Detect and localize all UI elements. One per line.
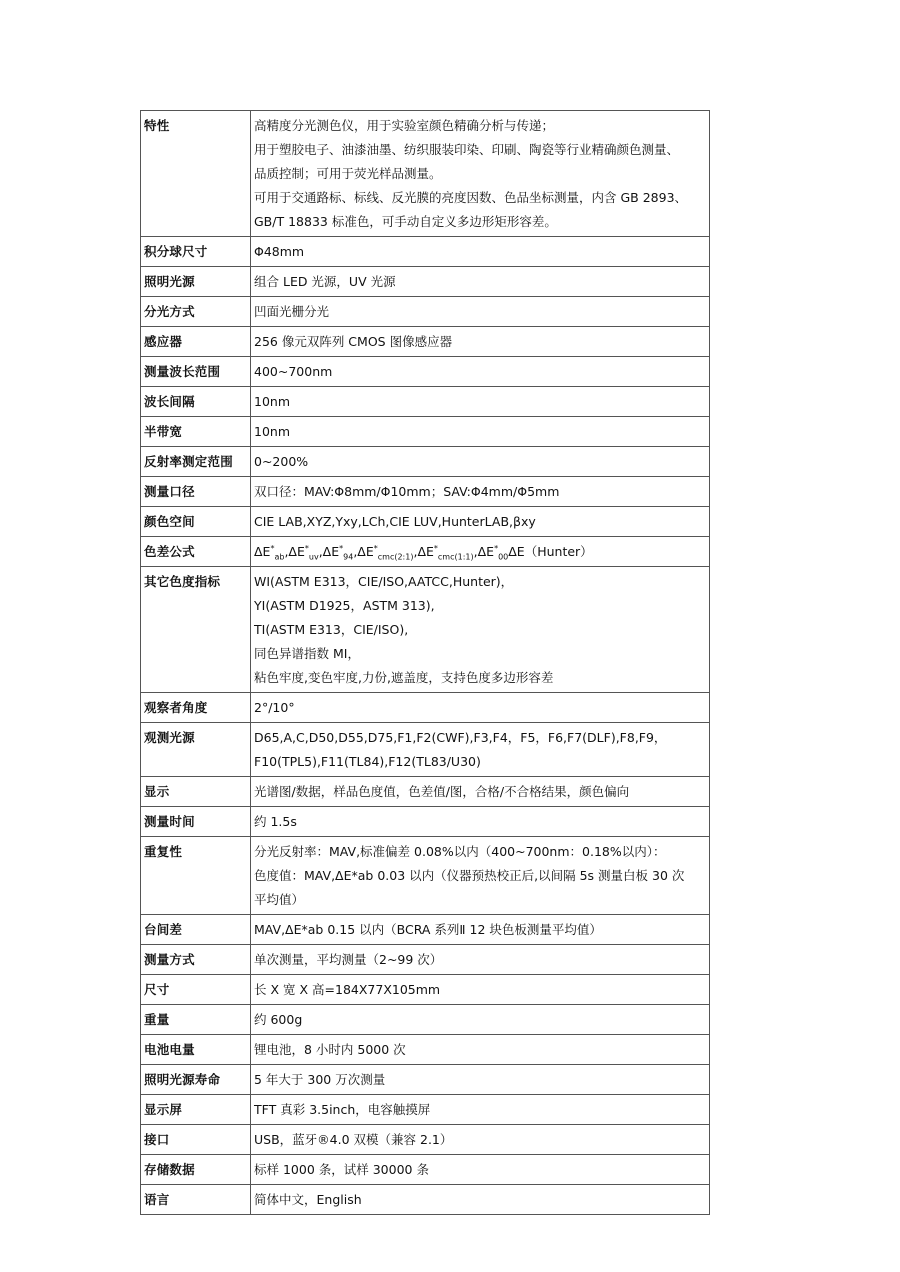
spec-row [141, 693, 710, 723]
spec-value-line: 色度值：MAV,ΔE*ab 0.03 以内（仪器预热校正后,以间隔 5s 测量白板 30 次 [254, 868, 685, 883]
spec-value [251, 1005, 710, 1035]
spec-label: 特性 [141, 111, 251, 237]
formula-star: * [270, 543, 275, 553]
spec-label: 其它色度指标 [141, 567, 251, 693]
spec-row [141, 1035, 710, 1065]
spec-value [251, 357, 710, 387]
spec-label: 测量波长范围 [141, 357, 251, 387]
spec-value-line: 双口径：MAV:Φ8mm/Φ10mm；SAV:Φ4mm/Φ5mm [254, 484, 560, 499]
spec-value-line: 长 X 宽 X 高=184X77X105mm [254, 982, 441, 997]
spec-value [251, 417, 710, 447]
spec-value [251, 111, 710, 237]
formula-subscript: 94 [343, 552, 354, 562]
spec-row [141, 1155, 710, 1185]
spec-value-line: 10nm [254, 424, 291, 439]
spec-value-line: 用于塑胶电子、油漆油墨、纺织服装印染、印刷、陶瓷等行业精确颜色测量、 [254, 142, 680, 157]
spec-row [141, 723, 710, 777]
spec-row [141, 297, 710, 327]
spec-value [251, 945, 710, 975]
spec-row [141, 777, 710, 807]
spec-value [251, 1065, 710, 1095]
spec-value [251, 915, 710, 945]
spec-label: 测量口径 [141, 477, 251, 507]
spec-value [251, 237, 710, 267]
spec-value-line: 可用于交通路标、标线、反光膜的亮度因数、色品坐标测量，内含 GB 2893、 [254, 190, 688, 205]
formula-subscript: cmc(1:1) [437, 552, 474, 562]
spec-label: 存储数据 [141, 1155, 251, 1185]
spec-value-line: D65,A,C,D50,D55,D75,F1,F2(CWF),F3,F4，F5，F6,F7(DLF),F8,F9， [254, 730, 667, 745]
spec-row [141, 111, 710, 237]
formula-subscript: ab [274, 552, 285, 562]
spec-value [251, 723, 710, 777]
formula-subscript: 00 [498, 552, 509, 562]
spec-value [251, 837, 710, 915]
spec-row [141, 975, 710, 1005]
spec-value-line: USB，蓝牙®4.0 双模（兼容 2.1） [254, 1132, 453, 1147]
formula-subscript: uv [308, 552, 319, 562]
spec-label: 波长间隔 [141, 387, 251, 417]
formula-star: * [433, 543, 438, 553]
spec-value [251, 387, 710, 417]
formula-delta-e: ΔE [322, 544, 340, 559]
spec-row [141, 447, 710, 477]
spec-row [141, 567, 710, 693]
spec-row [141, 327, 710, 357]
spec-value [251, 777, 710, 807]
spec-label: 台间差 [141, 915, 251, 945]
spec-row [141, 507, 710, 537]
spec-value [251, 507, 710, 537]
spec-label: 观测光源 [141, 723, 251, 777]
spec-value [251, 477, 710, 507]
spec-value [251, 975, 710, 1005]
spec-value-line: 400~700nm [254, 364, 333, 379]
formula-delta-e: ΔE [288, 544, 305, 559]
spec-label: 重复性 [141, 837, 251, 915]
spec-value-line: 10nm [254, 394, 291, 409]
spec-value-line: 约 600g [254, 1012, 303, 1027]
spec-value-line: WI(ASTM E313，CIE/ISO,AATCC,Hunter)， [254, 574, 514, 589]
spec-row [141, 1095, 710, 1125]
spec-row [141, 945, 710, 975]
spec-row [141, 1005, 710, 1035]
formula-star: * [494, 543, 499, 553]
spec-value-line: 同色异谱指数 MI， [254, 646, 360, 661]
formula-delta-e: ΔE [254, 544, 271, 559]
spec-value-line: 分光反射率：MAV,标准偏差 0.08%以内（400~700nm：0.18%以内）： [254, 844, 666, 859]
formula-separator: , [473, 544, 478, 559]
spec-label: 半带宽 [141, 417, 251, 447]
spec-value [251, 327, 710, 357]
spec-value [251, 1095, 710, 1125]
spec-value-line: 简体中文，English [254, 1192, 362, 1207]
spec-value-line: 光谱图/数据，样品色度值，色差值/图，合格/不合格结果，颜色偏向 [254, 784, 630, 799]
spec-row [141, 477, 710, 507]
spec-value-line: TFT 真彩 3.5inch，电容触摸屏 [254, 1102, 431, 1117]
spec-value-line: 平均值） [254, 892, 305, 907]
spec-label: 测量时间 [141, 807, 251, 837]
spec-value-line: 品质控制；可用于荧光样品测量。 [254, 166, 442, 181]
spec-value [251, 693, 710, 723]
spec-value [251, 447, 710, 477]
spec-value-line: 256 像元双阵列 CMOS 图像感应器 [254, 334, 453, 349]
spec-label: 感应器 [141, 327, 251, 357]
spec-value-line: 组合 LED 光源，UV 光源 [254, 274, 396, 289]
color-diff-formula [254, 540, 706, 564]
formula-tail: ΔE（Hunter） [508, 544, 593, 559]
spec-value [251, 297, 710, 327]
spec-value [251, 537, 710, 567]
spec-value-line: 锂电池，8 小时内 5000 次 [254, 1042, 406, 1057]
spec-label: 显示 [141, 777, 251, 807]
formula-separator: , [413, 544, 418, 559]
spec-row [141, 1185, 710, 1215]
spec-value-line: 单次测量，平均测量（2~99 次） [254, 952, 443, 967]
spec-value-line: Φ48mm [254, 244, 305, 259]
spec-value-line: 0~200% [254, 454, 309, 469]
spec-value-line: 5 年大于 300 万次测量 [254, 1072, 386, 1087]
spec-label: 颜色空间 [141, 507, 251, 537]
spec-label: 重量 [141, 1005, 251, 1035]
spec-value [251, 267, 710, 297]
spec-label: 分光方式 [141, 297, 251, 327]
spec-row [141, 267, 710, 297]
spec-value [251, 567, 710, 693]
spec-row [141, 807, 710, 837]
spec-value [251, 1125, 710, 1155]
spec-value-line: 高精度分光测色仪，用于实验室颜色精确分析与传递； [254, 118, 555, 133]
spec-label: 测量方式 [141, 945, 251, 975]
spec-label: 色差公式 [141, 537, 251, 567]
formula-star: * [304, 543, 309, 553]
spec-value-line: 粘色牢度,变色牢度,力份,遮盖度，支持色度多边形容差 [254, 670, 554, 685]
spec-row [141, 1065, 710, 1095]
spec-row [141, 537, 710, 567]
spec-value [251, 1155, 710, 1185]
formula-subscript: cmc(2:1) [377, 552, 414, 562]
formula-delta-e: ΔE [357, 544, 374, 559]
spec-value-line: MAV,ΔE*ab 0.15 以内（BCRA 系列Ⅱ 12 块色板测量平均值） [254, 922, 602, 937]
spec-value-line: 凹面光栅分光 [254, 304, 330, 319]
spec-row [141, 357, 710, 387]
spec-label: 接口 [141, 1125, 251, 1155]
spec-label: 观察者角度 [141, 693, 251, 723]
spec-label: 反射率测定范围 [141, 447, 251, 477]
spec-value-line: CIE LAB,XYZ,Yxy,LCh,CIE LUV,HunterLAB,βxy [254, 514, 536, 529]
spec-label: 显示屏 [141, 1095, 251, 1125]
spec-value [251, 1035, 710, 1065]
formula-star: * [373, 543, 378, 553]
spec-row [141, 387, 710, 417]
spec-value-line: 2°/10° [254, 700, 295, 715]
spec-value-line: F10(TPL5),F11(TL84),F12(TL83/U30) [254, 754, 481, 769]
spec-table-body [141, 111, 710, 1215]
spec-value-line: GB/T 18833 标准色，可手动自定义多边形矩形容差。 [254, 214, 557, 229]
formula-delta-e: ΔE [477, 544, 495, 559]
spec-label: 照明光源 [141, 267, 251, 297]
spec-value-line: 约 1.5s [254, 814, 297, 829]
spec-row [141, 1125, 710, 1155]
formula-delta-e: ΔE [417, 544, 434, 559]
spec-value [251, 1185, 710, 1215]
spec-table [140, 110, 710, 1215]
spec-value-line: TI(ASTM E313，CIE/ISO), [254, 622, 409, 637]
spec-row [141, 837, 710, 915]
formula-separator: , [318, 544, 323, 559]
spec-value-line: 标样 1000 条，试样 30000 条 [254, 1162, 429, 1177]
spec-label: 电池电量 [141, 1035, 251, 1065]
spec-row [141, 237, 710, 267]
formula-star: * [339, 543, 344, 553]
spec-value-line: YI(ASTM D1925，ASTM 313), [254, 598, 435, 613]
spec-label: 积分球尺寸 [141, 237, 251, 267]
spec-label: 语言 [141, 1185, 251, 1215]
spec-row [141, 915, 710, 945]
formula-separator: , [353, 544, 358, 559]
spec-label: 尺寸 [141, 975, 251, 1005]
spec-value [251, 807, 710, 837]
formula-separator: , [284, 544, 289, 559]
spec-row [141, 417, 710, 447]
spec-label: 照明光源寿命 [141, 1065, 251, 1095]
